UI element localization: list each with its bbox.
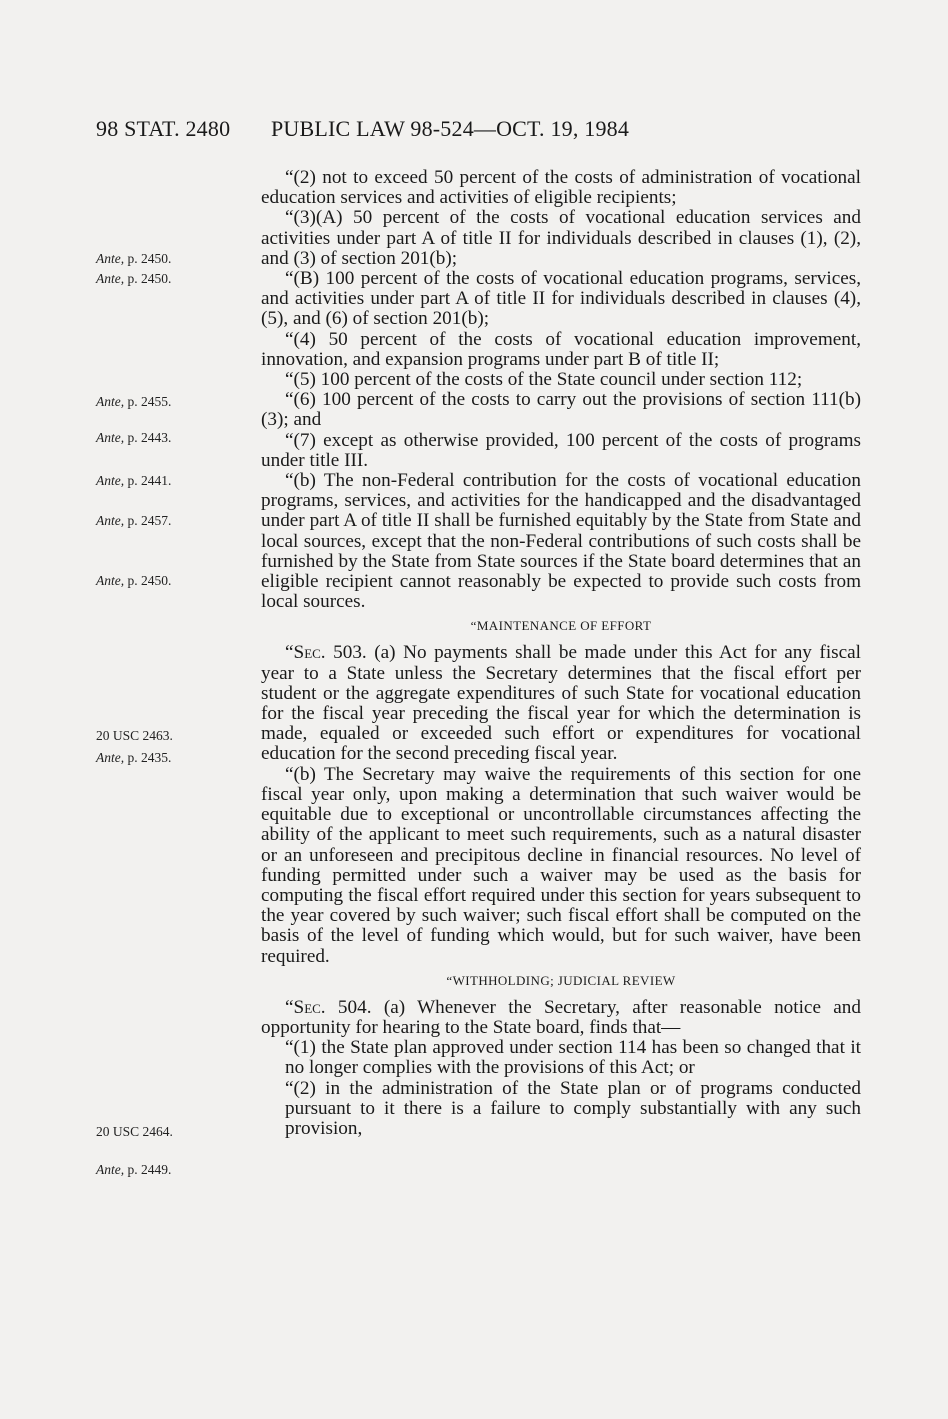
statute-page-number: 98 STAT. 2480 [96,116,231,141]
margin-note-italic: Ante, [96,750,125,765]
margin-note [96,473,171,489]
margin-note [96,573,171,589]
section-heading-withholding: “WITHHOLDING; JUDICIAL REVIEW [446,972,676,988]
margin-note-italic: Ante, [96,271,125,286]
margin-note-ref: p. 2449. [124,1162,172,1177]
paragraph-3a: “(3)(A) 50 percent of the costs of vocational education services and activities under part A of title II for individuals described in clauses (1), (2), and (3) of section 201(b); [261,207,861,269]
margin-note [96,1124,173,1140]
paragraph-3b: “(B) 100 percent of the costs of vocational education programs, services, and activities under part A of title II for individuals described in clauses (4), (5), and (6) of section 201(b); [261,268,861,330]
margin-note-ref: 20 USC 2464. [96,1124,173,1139]
section-503-label: “Sec. 503. [285,642,367,664]
section-503-a-text: (a) No payments shall be made under this Act for any fiscal year to a State unless the Secretary determines that the fiscal effort per student or the aggregate expenditures of such State for vocational education for the fiscal year preceding the fiscal year for which the determination is made, equaled or exceeded such effort or expenditures for vocational education for the second preceding fiscal year. [261,642,861,765]
margin-note-italic: Ante, [96,513,125,528]
margin-note-ref: p. 2443. [124,430,172,445]
paragraph-2: “(2) not to exceed 50 percent of the costs of administration of vocational education services and activities of eligible recipients; [261,167,861,209]
margin-note [96,251,171,267]
paragraph-6: “(6) 100 percent of the costs to carry out the provisions of section 111(b)(3); and [261,389,861,431]
section-504-clauses [261,1038,861,1139]
margin-note [96,728,173,744]
margin-note [96,750,171,766]
section-504-a [261,998,861,1038]
margin-note-italic: Ante, [96,430,125,445]
paragraph-5: “(5) 100 percent of the costs of the State council under section 112; [285,369,803,391]
margin-note-ref: p. 2450. [124,573,172,588]
paragraph-4: “(4) 50 percent of the costs of vocational education improvement, innovation, and expansion programs under part B of title II; [261,328,861,370]
paragraph-7: “(7) except as otherwise provided, 100 percent of the costs of programs under title III. [261,429,861,471]
section-503-a [261,643,861,764]
section-504-clause-2: “(2) in the administration of the State plan or of programs conducted pursuant to it there is a failure to comply substantially with any such provision, [285,1077,861,1139]
margin-note-italic: Ante, [96,251,125,266]
margin-note-ref: p. 2457. [124,513,172,528]
margin-note [96,430,171,446]
statute-body [261,168,861,1139]
margin-note-italic: Ante, [96,573,125,588]
margin-note [96,1162,171,1178]
margin-note-italic: Ante, [96,473,125,488]
margin-note [96,394,171,410]
section-503-b: “(b) The Secretary may waive the requirements of this section for one fiscal year only, upon making a determination that such waiver would be equitable due to exceptional or uncontrollable circumstances affecting the ability of the applicant to meet such requirements, such as a natural disaster or an unforeseen and precipitous decline in financial resources. No level of funding permitted under such a waiver may be used as the basis for computing the fiscal effort required under this section for years subsequent to the year covered by such waiver; such fiscal effort shall be computed on the basis of the level of funding which would, but for such waiver, have been required. [261,763,861,967]
margin-note [96,513,171,529]
margin-note-ref: p. 2441. [124,473,172,488]
margin-note-ref: 20 USC 2463. [96,728,173,743]
margin-note-ref: p. 2435. [124,750,172,765]
margin-note-italic: Ante, [96,394,125,409]
running-title: PUBLIC LAW 98-524—OCT. 19, 1984 [271,116,630,141]
margin-note-ref: p. 2455. [124,394,172,409]
section-504-label: “Sec. 504. [285,996,372,1018]
section-504-a-text: (a) Whenever the Secretary, after reasonable notice and opportunity for hearing to the State board, finds that— [261,996,861,1038]
margin-note-ref: p. 2450. [124,271,172,286]
section-504-clause-1: “(1) the State plan approved under section 114 has been so changed that it no longer complies with the provisions of this Act; or [285,1037,861,1079]
section-heading-maintenance: “MAINTENANCE OF EFFORT [470,618,652,634]
margin-note-italic: Ante, [96,1162,125,1177]
margin-note [96,271,171,287]
margin-note-ref: p. 2450. [124,251,172,266]
paragraph-b: “(b) The non-Federal contribution for the costs of vocational education programs, services, and activities for the handicapped and the disadvantaged under part A of title II shall be furnished equitably by the State from State and local sources, except that the non-Federal contributions of such costs shall be furnished by the State from State sources if the State board determines that an eligible recipient cannot reasonably be expected to provide such costs from local sources. [261,470,861,613]
